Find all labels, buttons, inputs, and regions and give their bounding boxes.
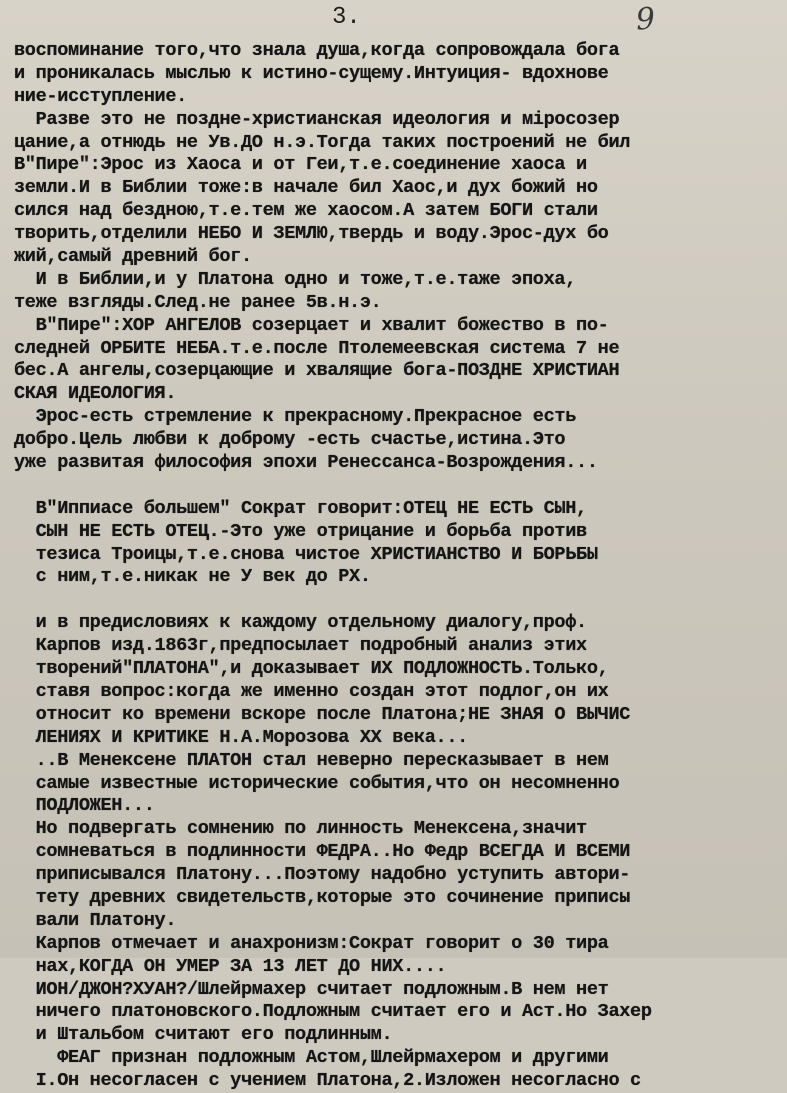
- text-line: относит ко времени вскоре после Платона;НЕ ЗНАЯ О ВЫЧИС: [14, 703, 631, 725]
- text-line: I.Он несогласен с учением Платона,2.Изложен несогласно с: [14, 1070, 641, 1092]
- text-line: Эрос-есть стремление к прекрасному.Прекрасное есть: [14, 406, 577, 428]
- typewritten-body: [14, 40, 784, 1093]
- text-line: тету древних свидетельств,которые это сочинение приписы: [14, 886, 631, 908]
- text-line: ИОН/ДЖОН?ХУАН?/Шлейрмахер считает подложным.В нем нет: [14, 978, 609, 1000]
- text-line: тезиса Троицы,т.е.снова чистое ХРИСТИАНСТВО И БОРЬБЫ: [14, 543, 598, 565]
- text-line: Но подвергать сомнению по линность Менексена,значит: [14, 818, 587, 840]
- text-line: и в предисловиях к каждому отдельному диалогу,проф.: [14, 612, 587, 634]
- text-line: ние-исступление.: [14, 85, 187, 107]
- text-line: приписывался Платону...Поэтому надобно уступить автори-: [14, 864, 631, 886]
- text-line: ЛЕНИЯХ И КРИТИКЕ Н.А.Морозова XX века...: [14, 726, 468, 748]
- text-line: [14, 475, 784, 498]
- text-line: ничего платоновского.Подложным считает его и Аст.Но Захер: [14, 1001, 652, 1023]
- text-line: с ним,т.е.никак не У век до РХ.: [14, 566, 371, 588]
- text-line: Карпов изд.1863г,предпосылает подробный анализ этих: [14, 635, 587, 657]
- text-line: ФЕАГ признан подложным Астом,Шлейрмахером и другими: [14, 1047, 609, 1069]
- text-line: И в Библии,и у Платона одно и тоже,т.е.таже эпоха,: [14, 268, 577, 290]
- text-line: самые известные исторические события,что он несомненно: [14, 772, 620, 794]
- text-line: теже взгляды.След.не ранее 5в.н.э.: [14, 291, 382, 313]
- text-line: ставя вопрос:когда же именно создан этот подлог,он их: [14, 680, 609, 702]
- text-line: [14, 589, 784, 612]
- text-line: Карпов отмечает и анахронизм:Сократ говорит о 30 тира: [14, 932, 609, 954]
- text-line: СЫН НЕ ЕСТЬ ОТЕЦ.-Это уже отрицание и борьба против: [14, 520, 587, 542]
- text-line: бес.А ангелы,созерцающие и хвалящие бога-ПОЗДНЕ ХРИСТИАН: [14, 360, 620, 382]
- text-line: сился над бездною,т.е.тем же хаосом.А затем БОГИ стали: [14, 200, 598, 222]
- handwritten-folio-number: 9: [634, 1, 657, 38]
- text-line: вали Платону.: [14, 909, 177, 931]
- text-line: Разве это не поздне-христианская идеология и міросозер: [14, 108, 620, 130]
- text-line: жий,самый древний бог.: [14, 246, 252, 268]
- text-line: и проникалась мыслью к истино-сущему.Интуиция- вдохнове: [14, 62, 609, 84]
- text-line: ..В Менексене ПЛАТОН стал неверно пересказывает в нем: [14, 749, 609, 771]
- page-number: 3.: [332, 4, 361, 31]
- text-line: СКАЯ ИДЕОЛОГИЯ.: [14, 383, 177, 405]
- text-line: уже развитая философия эпохи Ренессанса-Возрождения...: [14, 452, 598, 474]
- text-line: добро.Цель любви к доброму -есть счастье,истина.Это: [14, 429, 566, 451]
- text-line: следней ОРБИТЕ НЕБА.т.е.после Птолемеевская система 7 не: [14, 337, 620, 359]
- text-line: творений"ПЛАТОНА",и доказывает ИХ ПОДЛОЖНОСТЬ.Только,: [14, 658, 609, 680]
- text-line: творить,отделили НЕБО И ЗЕМЛЮ,твердь и воду.Эрос-дух бо: [14, 223, 609, 245]
- text-line: нах,КОГДА ОН УМЕР ЗА 13 ЛЕТ ДО НИХ....: [14, 955, 447, 977]
- text-line: ПОДЛОЖЕН...: [14, 795, 155, 817]
- text-line: воспоминание того,что знала душа,когда сопровождала бога: [14, 40, 620, 61]
- text-line: В"Пире":ХОР АНГЕЛОВ созерцает и хвалит божество в по-: [14, 314, 609, 336]
- text-line: и Штальбом считают его подлинным.: [14, 1024, 393, 1046]
- text-line: земли.И в Библии тоже:в начале бил Хаос,и дух божий но: [14, 177, 598, 199]
- text-line: В"Пире":Эрос из Хаоса и от Геи,т.е.соединение хаоса и: [14, 154, 587, 176]
- text-line: сомневаться в подлинности ФЕДРА..Но Федр ВСЕГДА И ВСЕМИ: [14, 841, 631, 863]
- text-line: В"Иппиасе большем" Сократ говорит:ОТЕЦ НЕ ЕСТЬ СЫН,: [14, 497, 587, 519]
- text-line: цание,а отнюдь не Ув.ДО н.э.Тогда таких построений не бил: [14, 131, 631, 153]
